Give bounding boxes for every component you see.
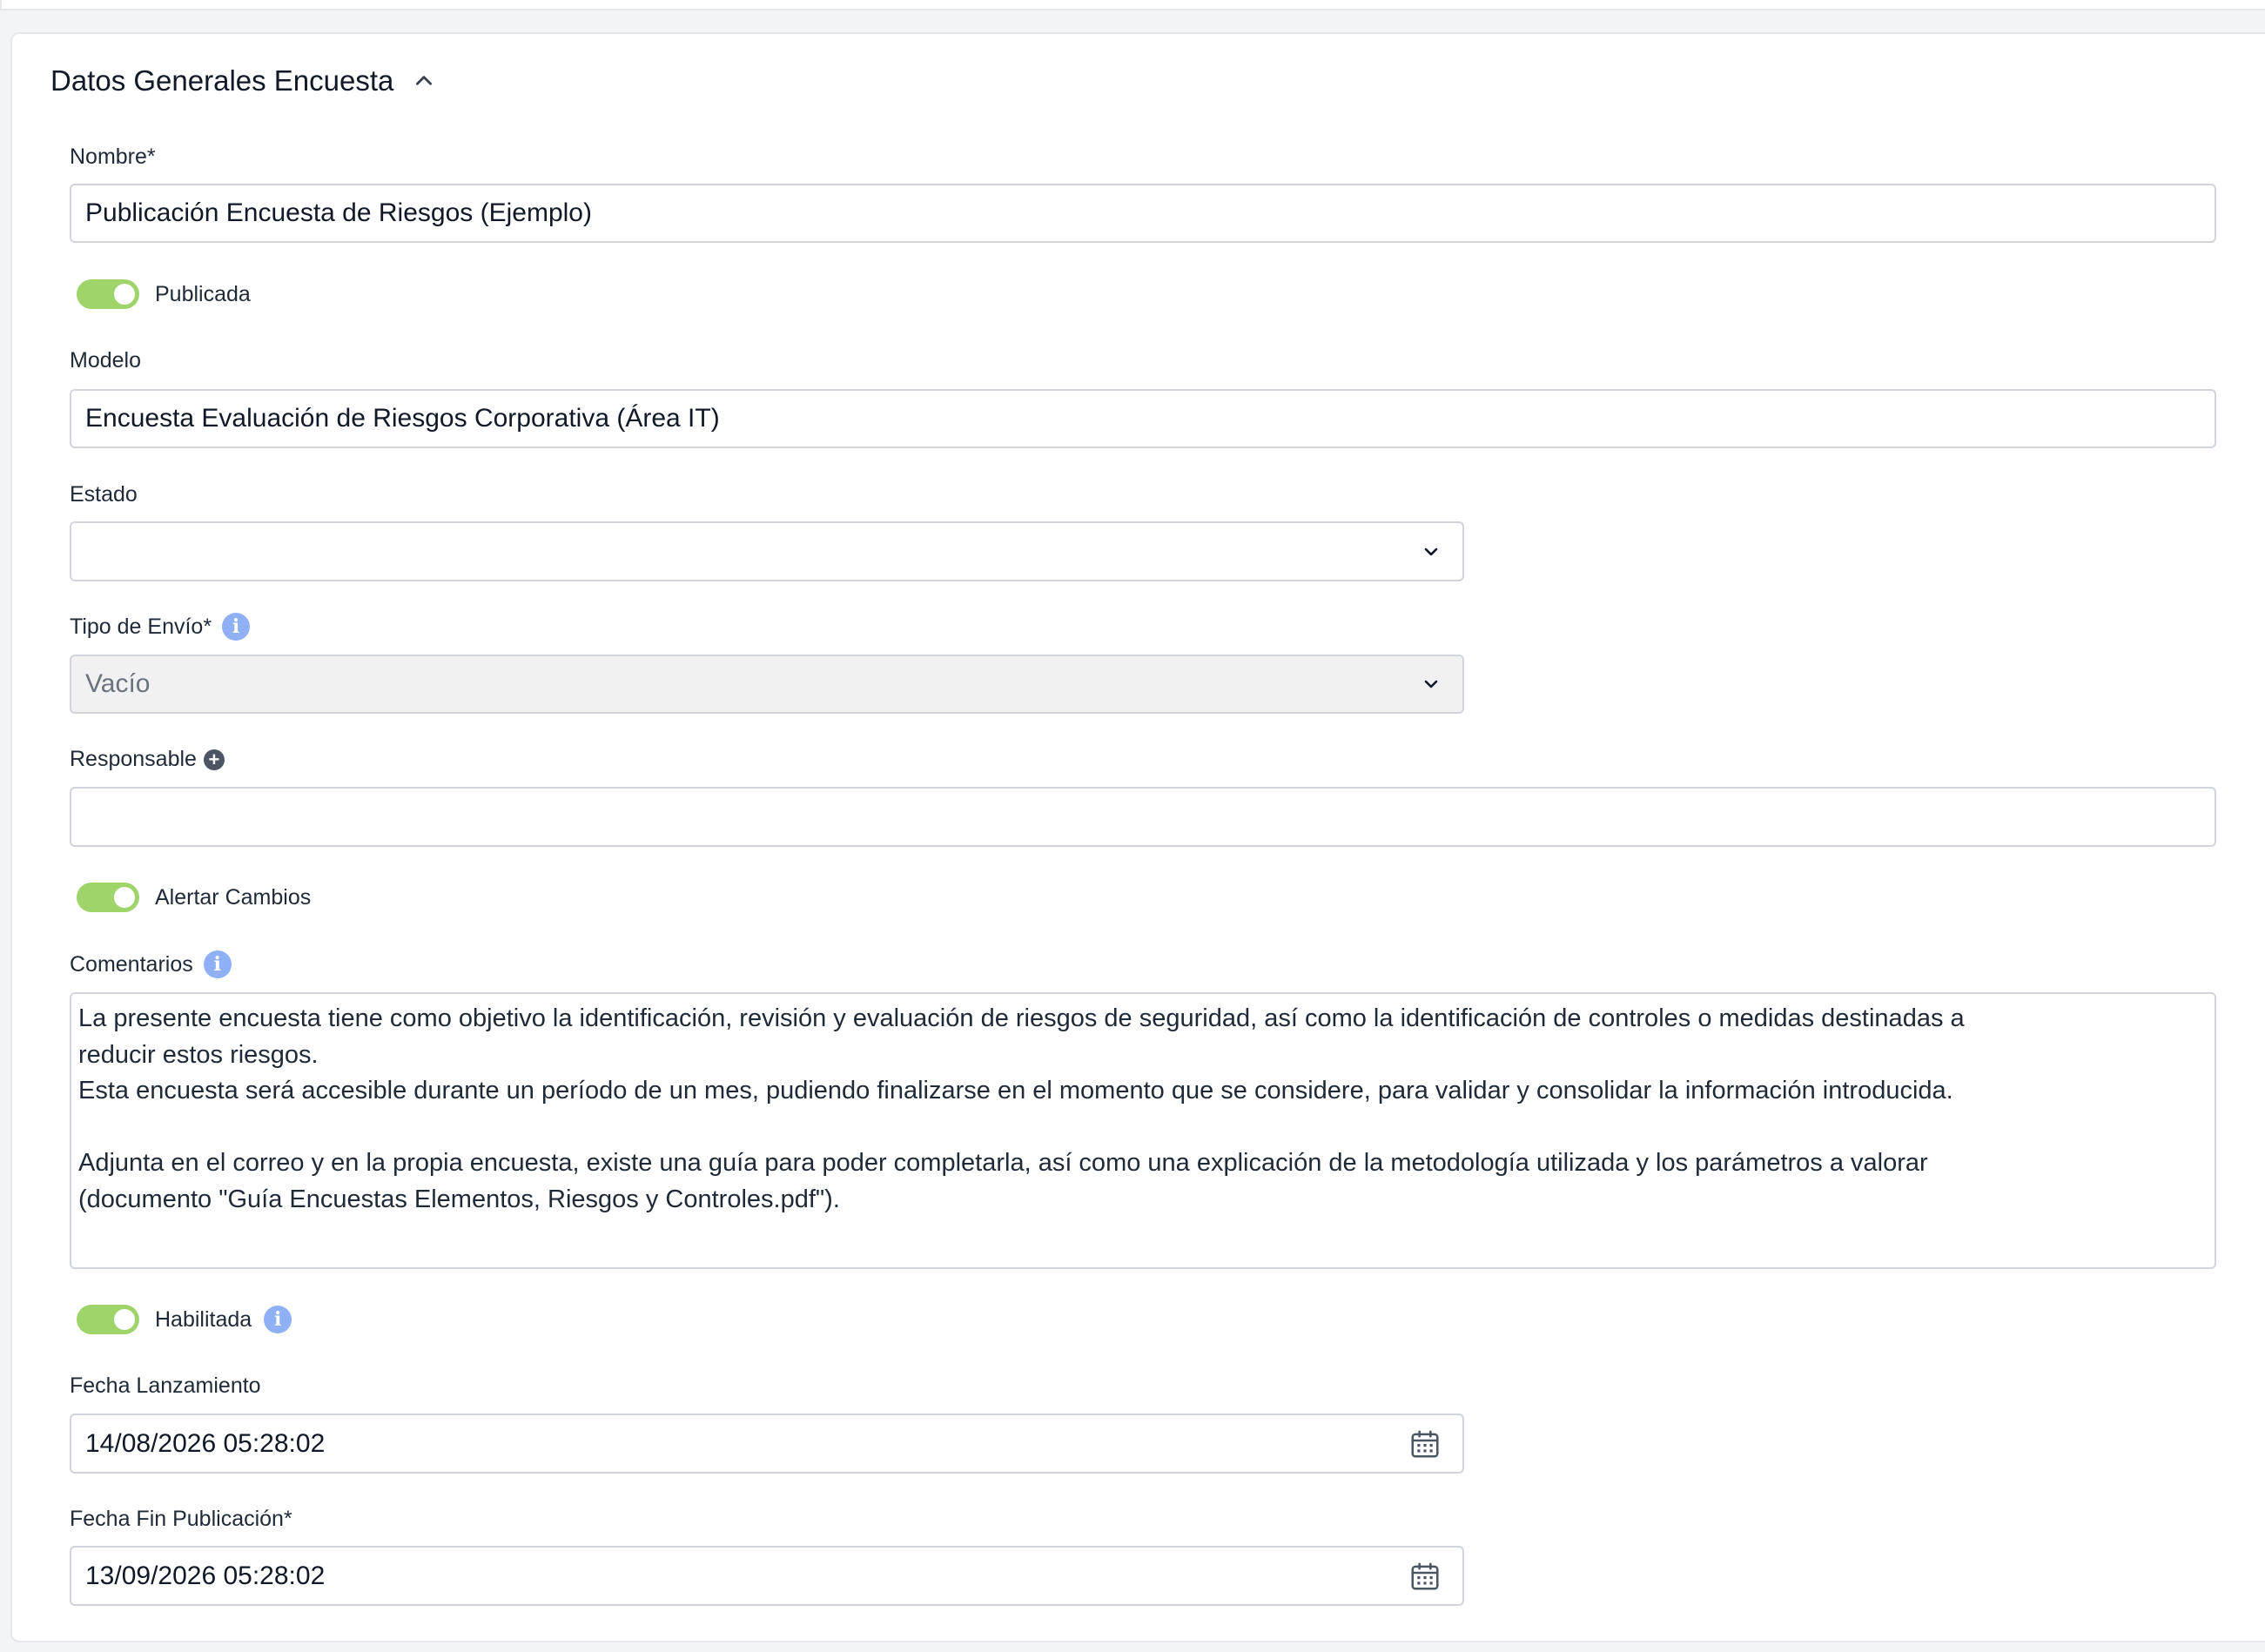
fecha-fin-value: 13/09/2026 05:28:02 bbox=[85, 1561, 326, 1590]
fecha-fin-input[interactable] bbox=[70, 1546, 1464, 1606]
tipo-envio-value: Vacío bbox=[85, 669, 151, 698]
tipo-envio-label: Tipo de Envío* i bbox=[70, 613, 250, 641]
comentarios-label: Comentarios i bbox=[70, 950, 232, 978]
fecha-lanzamiento-label: Fecha Lanzamiento bbox=[70, 1373, 261, 1398]
previous-card-edge bbox=[0, 0, 2265, 10]
info-icon[interactable]: i bbox=[222, 613, 250, 641]
nombre-value: Publicación Encuesta de Riesgos (Ejemplo) bbox=[85, 198, 592, 227]
alertar-cambios-toggle[interactable] bbox=[77, 883, 139, 912]
publicada-label: Publicada bbox=[155, 281, 251, 306]
habilitada-toggle[interactable] bbox=[77, 1305, 139, 1334]
section-title: Datos Generales Encuesta bbox=[50, 64, 394, 97]
publicada-toggle[interactable] bbox=[77, 279, 139, 309]
info-icon[interactable]: i bbox=[264, 1306, 292, 1333]
comentarios-line: reducir estos riesgos. bbox=[78, 1040, 319, 1069]
tipo-envio-select[interactable] bbox=[70, 655, 1464, 714]
info-icon[interactable]: i bbox=[204, 950, 232, 978]
comentarios-line: Adjunta en el correo y en la propia encuesta, existe una guía para poder completarla, así como una explicación de la metodología utilizada y los parámetros a valorar bbox=[78, 1149, 1928, 1177]
toggle-knob bbox=[114, 1309, 135, 1330]
estado-select[interactable] bbox=[70, 521, 1464, 581]
comentarios-line bbox=[78, 1110, 2208, 1146]
comentarios-line: La presente encuesta tiene como objetivo la identificación, revisión y evaluación de riesgos de seguridad, así como la identificación de controles o medidas destinadas a bbox=[78, 1004, 1965, 1032]
modelo-input[interactable] bbox=[70, 389, 2216, 448]
responsable-input[interactable] bbox=[70, 787, 2216, 847]
nombre-label: Nombre* bbox=[70, 144, 156, 169]
calendar-icon[interactable] bbox=[1408, 1427, 1442, 1461]
modelo-label: Modelo bbox=[70, 348, 141, 373]
publicada-toggle-row bbox=[77, 279, 251, 309]
comentarios-line: Esta encuesta será accesible durante un período de un mes, pudiendo finalizarse en el momento que se considere, para validar y consolidar la información introducida. bbox=[78, 1077, 1953, 1105]
toggle-knob bbox=[114, 284, 135, 305]
habilitada-label: Habilitada bbox=[155, 1306, 252, 1332]
nombre-input[interactable] bbox=[70, 184, 2216, 243]
modelo-value: Encuesta Evaluación de Riesgos Corporativa (Área IT) bbox=[85, 404, 720, 433]
calendar-icon[interactable] bbox=[1408, 1560, 1442, 1593]
comentarios-line: (documento "Guía Encuestas Elementos, Riesgos y Controles.pdf"). bbox=[78, 1185, 840, 1213]
responsable-label: Responsable + bbox=[70, 747, 225, 772]
fecha-lanzamiento-input[interactable] bbox=[70, 1414, 1464, 1474]
habilitada-toggle-row bbox=[77, 1305, 292, 1334]
toggle-knob bbox=[114, 887, 135, 908]
plus-circle-icon[interactable]: + bbox=[204, 749, 225, 770]
alertar-cambios-toggle-row bbox=[77, 883, 311, 912]
alertar-cambios-label: Alertar Cambios bbox=[155, 884, 312, 910]
comentarios-textarea[interactable] bbox=[70, 992, 2216, 1269]
chevron-down-icon bbox=[1421, 541, 1442, 562]
fecha-lanzamiento-value: 14/08/2026 05:28:02 bbox=[85, 1428, 326, 1458]
section-header[interactable] bbox=[50, 64, 435, 97]
chevron-up-icon[interactable] bbox=[413, 70, 435, 92]
chevron-down-icon bbox=[1421, 674, 1442, 695]
fecha-fin-label: Fecha Fin Publicación* bbox=[70, 1507, 292, 1531]
estado-label: Estado bbox=[70, 482, 138, 507]
